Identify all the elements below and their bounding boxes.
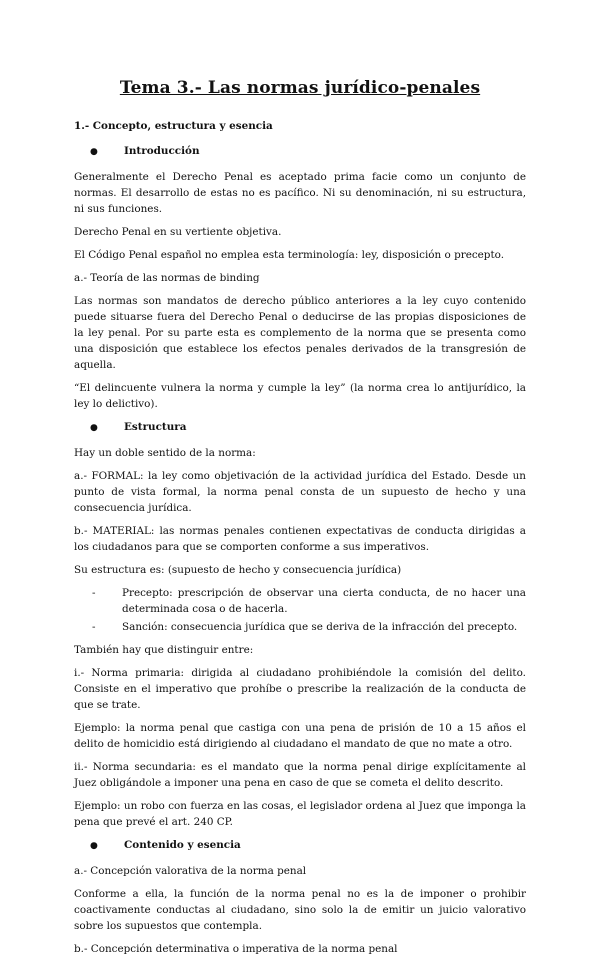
list-item-text: Precepto: prescripción de observar una cierta conducta, de no hacer una determinada cosa o de hacerla. <box>122 587 526 615</box>
list-item <box>74 585 526 617</box>
paragraph: a.- Teoría de las normas de binding <box>74 272 260 284</box>
paragraph: Conforme a ella, la función de la norma penal no es la de imponer o prohibir coactivamente conductas al ciudadano, sino solo la de emitir un juicio valorativo sobre los supuestos que contempla. <box>74 888 526 932</box>
dash-icon: - <box>92 621 96 633</box>
list-item <box>74 619 526 635</box>
subheading-introduccion: Introducción <box>124 145 200 157</box>
paragraph: b.- Concepción determinativa o imperativa de la norma penal <box>74 943 398 955</box>
bullet-icon: ● <box>90 423 98 433</box>
list-item-text: Sanción: consecuencia jurídica que se deriva de la infracción del precepto. <box>122 621 518 633</box>
page-title: Tema 3.- Las normas jurídico-penales <box>119 78 481 98</box>
paragraph: a.- FORMAL: la ley como objetivación de la actividad jurídica del Estado. Desde un punto de vista formal, la norma penal consta de un supuesto de hecho y una consecuencia jurídica. <box>74 470 526 514</box>
dash-icon: - <box>92 587 96 599</box>
bullet-heading-contenido <box>74 837 526 854</box>
paragraph: El Código Penal español no emplea esta terminología: ley, disposición o precepto. <box>74 249 505 261</box>
paragraph: Ejemplo: un robo con fuerza en las cosas, el legislador ordena al Juez que imponga la pena que prevé el art. 240 CP. <box>74 800 526 828</box>
paragraph: i.- Norma primaria: dirigida al ciudadano prohibiéndole la comisión del delito. Consiste en el imperativo que prohíbe o prescribe la realización de la conducta de que se trate. <box>74 667 526 711</box>
bullet-icon: ● <box>90 147 98 157</box>
paragraph: También hay que distinguir entre: <box>74 644 254 656</box>
paragraph: Las normas son mandatos de derecho público anteriores a la ley cuyo contenido puede situarse fuera del Derecho Penal o deducirse de las propias disposiciones de la ley penal. Por su parte esta es complemento de la norma que se presenta como una disposición que establece los efectos penales derivados de la transgresión de aquella. <box>74 295 526 371</box>
paragraph: Hay un doble sentido de la norma: <box>74 447 256 459</box>
subheading-contenido: Contenido y esencia <box>124 839 241 851</box>
section-heading: 1.- Concepto, estructura y esencia <box>74 120 273 132</box>
bullet-heading-introduccion <box>74 143 526 160</box>
subheading-estructura: Estructura <box>124 421 187 433</box>
quote-paragraph: “El delincuente vulnera la norma y cumple la ley” (la norma crea lo antijurídico, la ley lo delictivo). <box>74 382 526 410</box>
paragraph: Ejemplo: la norma penal que castiga con una pena de prisión de 10 a 15 años el delito de homicidio está dirigiendo al ciudadano el mandato de que no mate a otro. <box>74 722 526 750</box>
bullet-heading-estructura <box>74 419 526 436</box>
paragraph: b.- MATERIAL: las normas penales contienen expectativas de conducta dirigidas a los ciudadanos para que se comporten conforme a sus imperativos. <box>74 525 526 553</box>
paragraph: Generalmente el Derecho Penal es aceptado prima facie como un conjunto de normas. El desarrollo de estas no es pacífico. Ni su denominación, ni su estructura, ni sus funciones. <box>74 171 526 215</box>
dash-list <box>74 585 526 635</box>
bullet-icon: ● <box>90 841 98 851</box>
paragraph: ii.- Norma secundaria: es el mandato que la norma penal dirige explícitamente al Juez obligándole a imponer una pena en caso de que se cometa el delito descrito. <box>74 761 526 789</box>
paragraph: a.- Concepción valorativa de la norma penal <box>74 865 307 877</box>
paragraph: Su estructura es: (supuesto de hecho y consecuencia jurídica) <box>74 564 402 576</box>
paragraph: Derecho Penal en su vertiente objetiva. <box>74 226 282 238</box>
